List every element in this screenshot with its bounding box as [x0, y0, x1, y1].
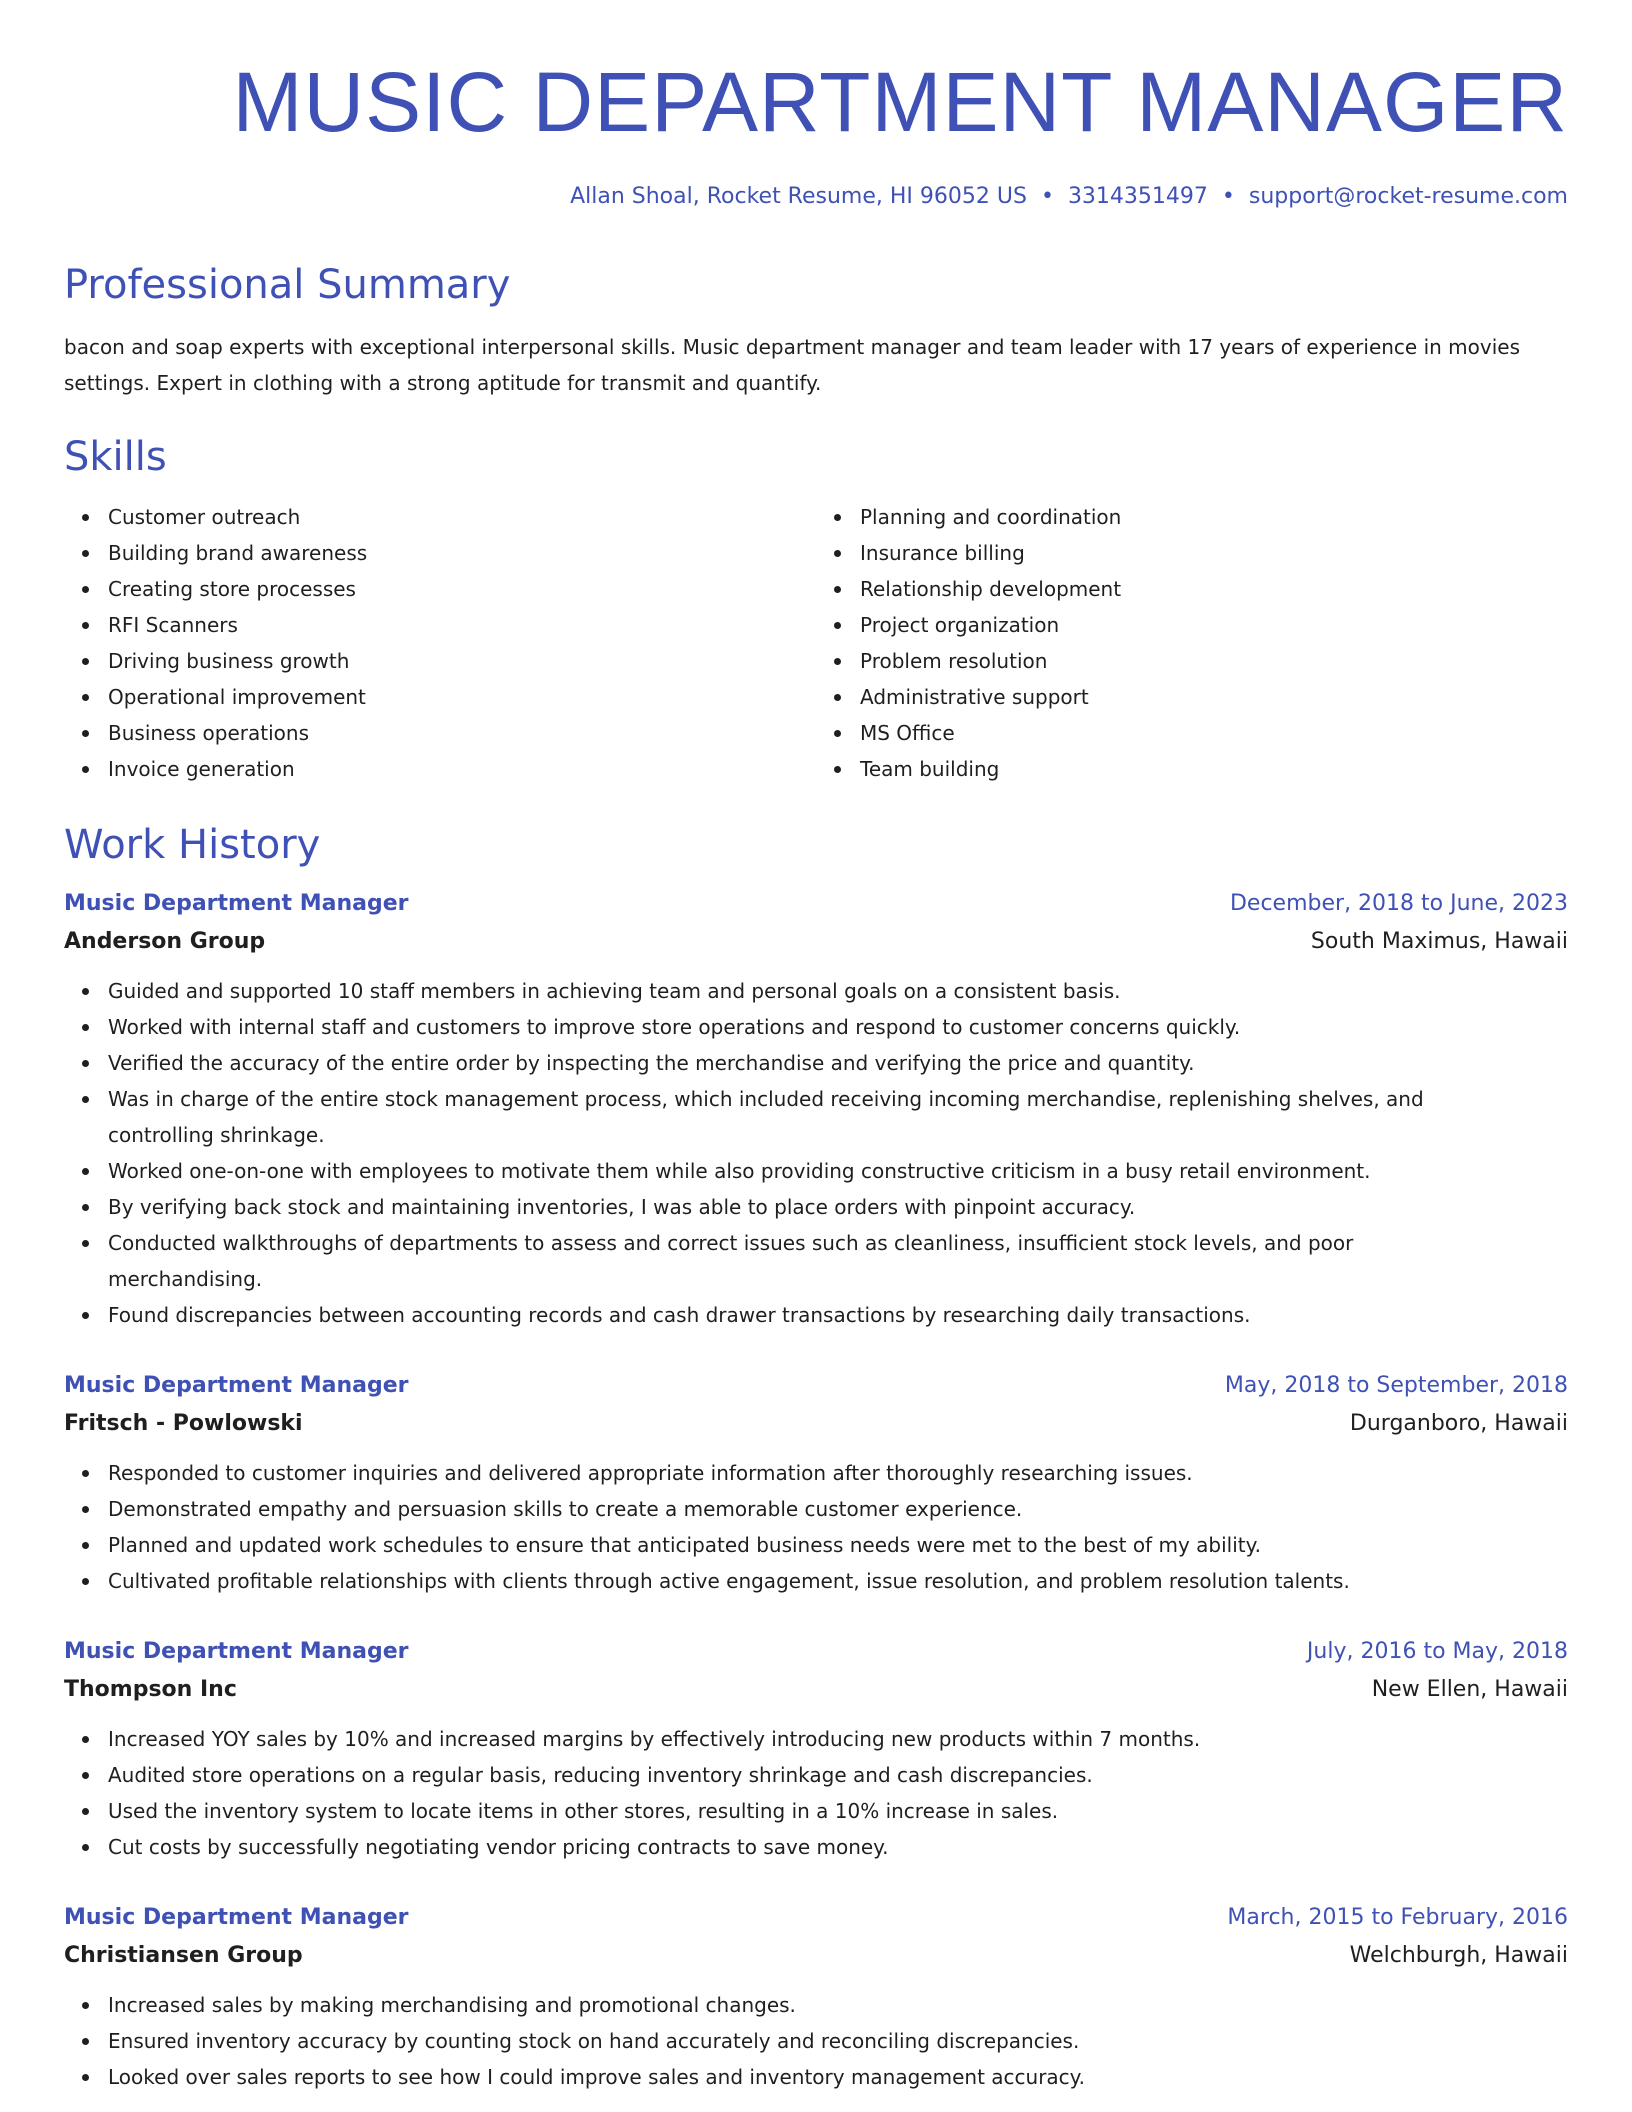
skill-item: Customer outreach — [108, 499, 816, 535]
job-title: Music Department Manager — [64, 1905, 409, 1930]
job-dates: December, 2018 to June, 2023 — [1229, 891, 1568, 916]
job-company: Anderson Group — [64, 929, 266, 954]
job-title-row — [64, 885, 1568, 923]
skills-list-right — [816, 499, 1568, 787]
job-company-row — [64, 923, 1568, 961]
work-history-section — [64, 821, 1568, 2095]
job-bullet: Used the inventory system to locate items in other stores, resulting in a 10% increase in sales. — [108, 1793, 1508, 1829]
contact-email[interactable]: support@rocket-resume.com — [1248, 184, 1568, 209]
job-bullets — [64, 1455, 1568, 1599]
job-entry — [64, 1633, 1568, 1865]
job-bullet: Responded to customer inquiries and delivered appropriate information after thoroughly researching issues. — [108, 1455, 1508, 1491]
job-location: New Ellen, Hawaii — [1371, 1677, 1568, 1702]
job-bullet: By verifying back stock and maintaining inventories, I was able to place orders with pinpoint accuracy. — [108, 1189, 1508, 1225]
job-entry — [64, 1899, 1568, 2095]
job-bullets — [64, 1721, 1568, 1865]
job-company: Fritsch - Powlowski — [64, 1411, 303, 1436]
skills-section — [64, 433, 1568, 787]
job-title-row — [64, 1633, 1568, 1671]
skills-list-left — [64, 499, 816, 787]
contact-phone: 3314351497 — [1067, 184, 1208, 209]
job-company-row — [64, 1671, 1568, 1709]
contact-line — [64, 184, 1568, 209]
section-heading-work-history: Work History — [64, 822, 321, 868]
contact-address: Allan Shoal, Rocket Resume, HI 96052 US — [570, 184, 1027, 209]
job-bullet: Worked one-on-one with employees to motivate them while also providing constructive criticism in a busy retail environment. — [108, 1153, 1508, 1189]
job-bullet: Guided and supported 10 staff members in achieving team and personal goals on a consistent basis. — [108, 973, 1508, 1009]
skill-item: Building brand awareness — [108, 535, 816, 571]
section-heading-skills: Skills — [64, 434, 167, 480]
job-company: Thompson Inc — [64, 1677, 237, 1702]
job-location: South Maximus, Hawaii — [1310, 929, 1568, 954]
job-dates: May, 2018 to September, 2018 — [1224, 1373, 1568, 1398]
job-bullets — [64, 973, 1568, 1333]
job-bullet: Demonstrated empathy and persuasion skills to create a memorable customer experience. — [108, 1491, 1508, 1527]
job-title: Music Department Manager — [64, 1639, 409, 1664]
skill-item: MS Office — [860, 715, 1568, 751]
skill-item: Team building — [860, 751, 1568, 787]
skill-item: Relationship development — [860, 571, 1568, 607]
skills-grid — [64, 499, 1568, 787]
job-bullet: Cultivated profitable relationships with clients through active engagement, issue resolution, and problem resolution talents. — [108, 1563, 1508, 1599]
job-bullet: Verified the accuracy of the entire order by inspecting the merchandise and verifying the price and quantity. — [108, 1045, 1508, 1081]
skill-item: Project organization — [860, 607, 1568, 643]
contact-separator: • — [1221, 184, 1235, 209]
job-bullet: Ensured inventory accuracy by counting stock on hand accurately and reconciling discrepancies. — [108, 2023, 1508, 2059]
job-bullet: Planned and updated work schedules to ensure that anticipated business needs were met to the best of my ability. — [108, 1527, 1508, 1563]
job-title: Music Department Manager — [64, 891, 409, 916]
job-bullet: Audited store operations on a regular basis, reducing inventory shrinkage and cash discrepancies. — [108, 1757, 1508, 1793]
contact-separator: • — [1040, 184, 1054, 209]
job-dates: July, 2016 to May, 2018 — [1306, 1639, 1568, 1664]
skill-item: Operational improvement — [108, 679, 816, 715]
resume-header — [64, 0, 1568, 209]
job-bullet: Was in charge of the entire stock management process, which included receiving incoming merchandise, replenishing shelves, and controlling shrinkage. — [108, 1081, 1508, 1153]
skill-item: RFI Scanners — [108, 607, 816, 643]
section-heading-summary: Professional Summary — [64, 262, 511, 308]
job-list — [64, 885, 1568, 2095]
skill-item: Administrative support — [860, 679, 1568, 715]
job-company: Christiansen Group — [64, 1943, 303, 1968]
job-company-row — [64, 1405, 1568, 1443]
summary-text: bacon and soap experts with exceptional interpersonal skills. Music department manager and team leader with 17 years of experience in movies settings. Expert in clothing with a strong aptitude for transmit and quantify. — [64, 335, 1521, 395]
job-company-row — [64, 1937, 1568, 1975]
job-bullet: Worked with internal staff and customers to improve store operations and respond to customer concerns quickly. — [108, 1009, 1508, 1045]
job-dates: March, 2015 to February, 2016 — [1227, 1905, 1568, 1930]
job-bullet: Found discrepancies between accounting records and cash drawer transactions by researching daily transactions. — [108, 1297, 1508, 1333]
skill-item: Planning and coordination — [860, 499, 1568, 535]
job-bullet: Increased sales by making merchandising and promotional changes. — [108, 1987, 1508, 2023]
skill-item: Invoice generation — [108, 751, 816, 787]
skill-item: Creating store processes — [108, 571, 816, 607]
job-bullet: Increased YOY sales by 10% and increased margins by effectively introducing new products within 7 months. — [108, 1721, 1508, 1757]
job-location: Welchburgh, Hawaii — [1349, 1943, 1568, 1968]
job-bullet: Conducted walkthroughs of departments to assess and correct issues such as cleanliness, insufficient stock levels, and poor merchandising. — [108, 1225, 1508, 1297]
job-location: Durganboro, Hawaii — [1349, 1411, 1568, 1436]
summary-section — [64, 261, 1568, 401]
job-bullet: Looked over sales reports to see how I could improve sales and inventory management accuracy. — [108, 2059, 1508, 2095]
job-bullets — [64, 1987, 1568, 2095]
job-entry — [64, 885, 1568, 1333]
page-title: MUSIC DEPARTMENT MANAGER — [232, 55, 1568, 149]
skill-item: Driving business growth — [108, 643, 816, 679]
skill-item: Problem resolution — [860, 643, 1568, 679]
job-title: Music Department Manager — [64, 1373, 409, 1398]
skill-item: Insurance billing — [860, 535, 1568, 571]
job-entry — [64, 1367, 1568, 1599]
job-title-row — [64, 1899, 1568, 1937]
job-bullet: Cut costs by successfully negotiating vendor pricing contracts to save money. — [108, 1829, 1508, 1865]
skill-item: Business operations — [108, 715, 816, 751]
job-title-row — [64, 1367, 1568, 1405]
resume-page — [64, 0, 1568, 2095]
